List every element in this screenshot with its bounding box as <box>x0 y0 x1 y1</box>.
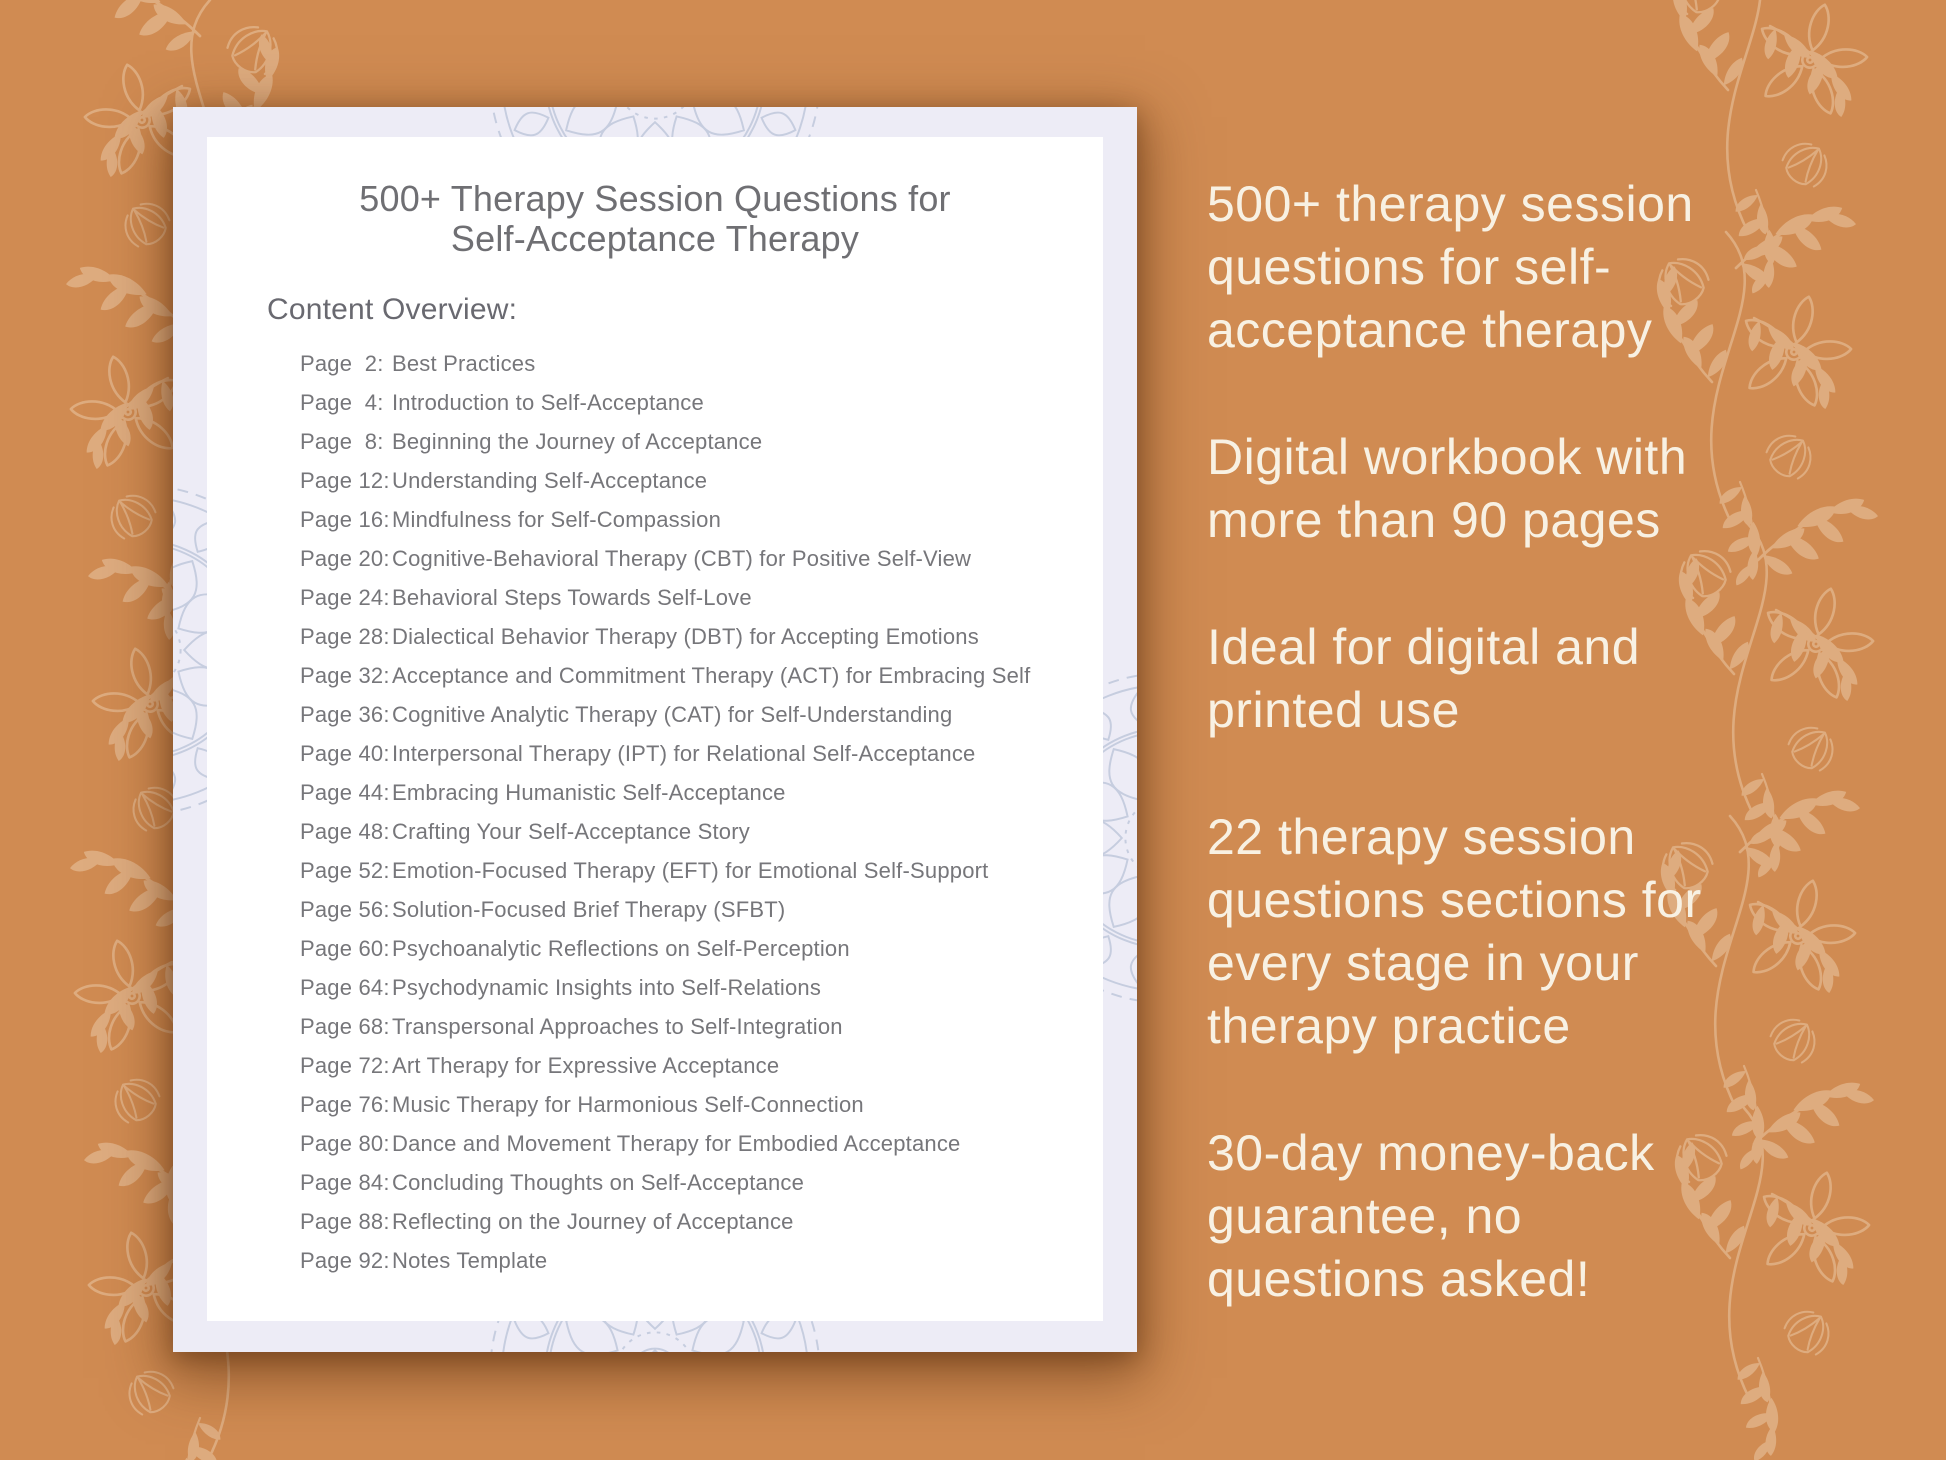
toc-section-title: Art Therapy for Expressive Acceptance <box>392 1053 780 1078</box>
table-of-contents <box>300 344 1073 1280</box>
toc-section-title: Understanding Self-Acceptance <box>392 468 708 493</box>
toc-section-title: Solution-Focused Brief Therapy (SFBT) <box>392 897 786 922</box>
toc-page-number: Page 88: <box>300 1209 390 1234</box>
toc-page-number: Page 8: <box>300 429 384 454</box>
marketing-paragraph <box>1207 173 1946 362</box>
toc-item <box>300 1202 1073 1241</box>
toc-page-number: Page 36: <box>300 702 390 727</box>
toc-item <box>300 461 1073 500</box>
marketing-line: therapy practice <box>1207 998 1571 1054</box>
workbook-cover-card <box>173 107 1137 1352</box>
toc-section-title: Cognitive-Behavioral Therapy (CBT) for Positive Self-View <box>392 546 972 571</box>
marketing-line: Ideal for digital and <box>1207 619 1641 675</box>
toc-page-number: Page 40: <box>300 741 390 766</box>
toc-page-number: Page 4: <box>300 390 384 415</box>
toc-item <box>300 1163 1073 1202</box>
toc-section-title: Acceptance and Commitment Therapy (ACT) for Embracing Self <box>392 663 1031 688</box>
toc-item <box>300 890 1073 929</box>
toc-page-number: Page 64: <box>300 975 390 1000</box>
toc-page-number: Page 76: <box>300 1092 390 1117</box>
toc-item <box>300 929 1073 968</box>
marketing-paragraph <box>1207 616 1946 742</box>
toc-section-title: Cognitive Analytic Therapy (CAT) for Self-Understanding <box>392 702 953 727</box>
toc-section-title: Music Therapy for Harmonious Self-Connection <box>392 1092 864 1117</box>
marketing-line: 30-day money-back <box>1207 1125 1655 1181</box>
marketing-line: questions sections for <box>1207 872 1702 928</box>
toc-page-number: Page 28: <box>300 624 390 649</box>
toc-page-number: Page 2: <box>300 351 384 376</box>
marketing-paragraph <box>1207 426 1946 552</box>
toc-page-number: Page 56: <box>300 897 390 922</box>
toc-page-number: Page 12: <box>300 468 390 493</box>
toc-page-number: Page 24: <box>300 585 390 610</box>
toc-section-title: Mindfulness for Self-Compassion <box>392 507 722 532</box>
toc-item <box>300 968 1073 1007</box>
marketing-line: more than 90 pages <box>1207 492 1661 548</box>
toc-page-number: Page 32: <box>300 663 390 688</box>
toc-section-title: Psychoanalytic Reflections on Self-Perception <box>392 936 850 961</box>
toc-item <box>300 1085 1073 1124</box>
toc-page-number: Page 84: <box>300 1170 390 1195</box>
toc-page-number: Page 44: <box>300 780 390 805</box>
toc-page-number: Page 60: <box>300 936 390 961</box>
marketing-line: 22 therapy session <box>1207 809 1636 865</box>
toc-item <box>300 539 1073 578</box>
toc-page-number: Page 52: <box>300 858 390 883</box>
toc-item <box>300 422 1073 461</box>
marketing-line: printed use <box>1207 682 1460 738</box>
toc-page-number: Page 16: <box>300 507 390 532</box>
toc-item <box>300 578 1073 617</box>
toc-item <box>300 1124 1073 1163</box>
toc-page-number: Page 48: <box>300 819 390 844</box>
toc-item <box>300 773 1073 812</box>
toc-section-title: Transpersonal Approaches to Self-Integration <box>392 1014 843 1039</box>
toc-section-title: Behavioral Steps Towards Self-Love <box>392 585 752 610</box>
toc-page-number: Page 92: <box>300 1248 390 1273</box>
toc-section-title: Concluding Thoughts on Self-Acceptance <box>392 1170 805 1195</box>
document-title-line-2: Self-Acceptance Therapy <box>450 218 860 259</box>
marketing-line: every stage in your <box>1207 935 1639 991</box>
toc-item <box>300 617 1073 656</box>
toc-item <box>300 1007 1073 1046</box>
toc-section-title: Dance and Movement Therapy for Embodied Acceptance <box>392 1131 961 1156</box>
toc-section-title: Dialectical Behavior Therapy (DBT) for Accepting Emotions <box>392 624 979 649</box>
toc-section-title: Reflecting on the Journey of Acceptance <box>392 1209 794 1234</box>
toc-section-title: Crafting Your Self-Acceptance Story <box>392 819 750 844</box>
toc-page-number: Page 80: <box>300 1131 390 1156</box>
toc-item <box>300 812 1073 851</box>
toc-item <box>300 344 1073 383</box>
toc-item <box>300 500 1073 539</box>
toc-section-title: Psychodynamic Insights into Self-Relations <box>392 975 822 1000</box>
marketing-line: guarantee, no <box>1207 1188 1523 1244</box>
marketing-line: questions for self- <box>1207 239 1612 295</box>
toc-item <box>300 1046 1073 1085</box>
toc-section-title: Best Practices <box>392 351 536 376</box>
toc-item <box>300 734 1073 773</box>
toc-item <box>300 656 1073 695</box>
toc-section-title: Beginning the Journey of Acceptance <box>392 429 763 454</box>
document-title <box>207 179 1103 259</box>
toc-page-number: Page 68: <box>300 1014 390 1039</box>
toc-page-number: Page 72: <box>300 1053 390 1078</box>
toc-item <box>300 383 1073 422</box>
marketing-bullets <box>1207 173 1946 1375</box>
toc-item <box>300 695 1073 734</box>
marketing-line: questions asked! <box>1207 1251 1591 1307</box>
toc-page-number: Page 20: <box>300 546 390 571</box>
document-page <box>207 137 1103 1321</box>
toc-section-title: Notes Template <box>392 1248 548 1273</box>
toc-section-title: Emotion-Focused Therapy (EFT) for Emotional Self-Support <box>392 858 989 883</box>
marketing-paragraph <box>1207 806 1946 1058</box>
marketing-line: Digital workbook with <box>1207 429 1688 485</box>
content-overview-label: Content Overview: <box>267 293 518 326</box>
toc-section-title: Interpersonal Therapy (IPT) for Relational Self-Acceptance <box>392 741 976 766</box>
toc-section-title: Introduction to Self-Acceptance <box>392 390 704 415</box>
toc-item <box>300 851 1073 890</box>
document-title-line-1: 500+ Therapy Session Questions for <box>359 178 951 219</box>
toc-item <box>300 1241 1073 1280</box>
marketing-paragraph <box>1207 1122 1946 1311</box>
toc-section-title: Embracing Humanistic Self-Acceptance <box>392 780 786 805</box>
marketing-line: acceptance therapy <box>1207 302 1653 358</box>
marketing-line: 500+ therapy session <box>1207 176 1694 232</box>
